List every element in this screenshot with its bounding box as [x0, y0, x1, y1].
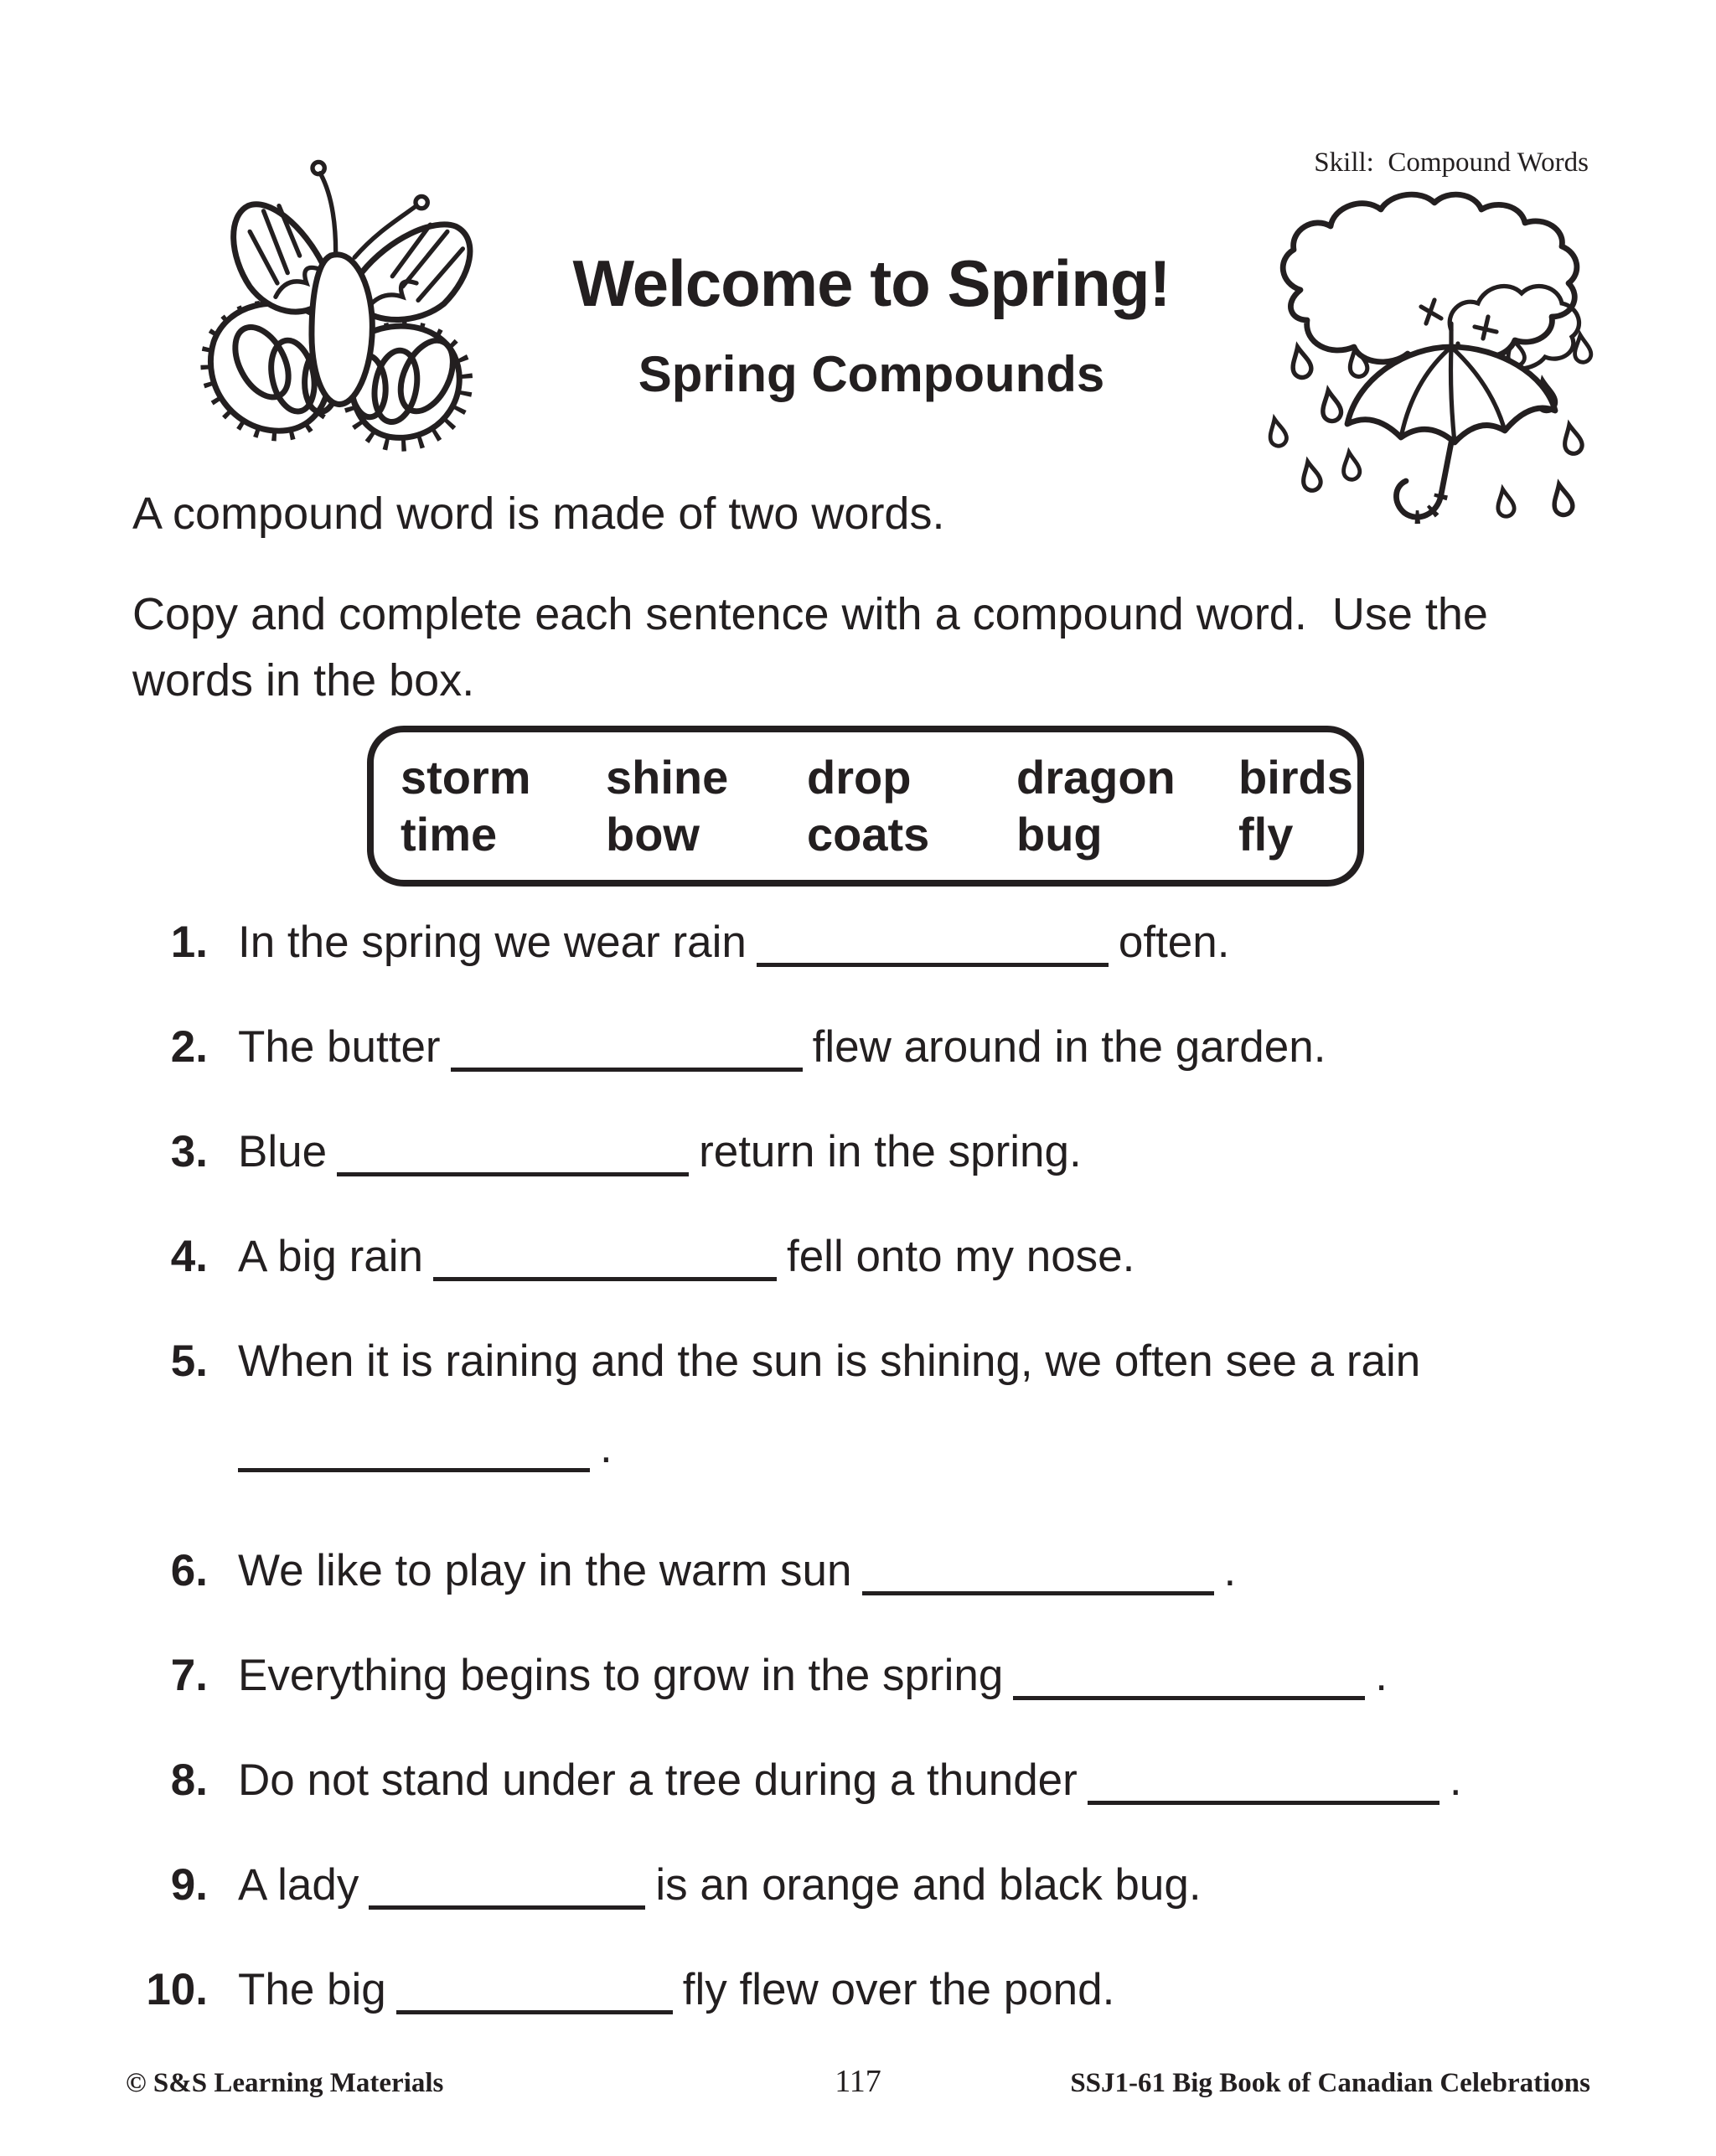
question-number: 9.: [170, 1860, 208, 1910]
question-row: [0, 1228, 1716, 1332]
word-bank-box: [367, 726, 1364, 887]
question-text: [238, 1647, 1388, 1705]
question-list: [0, 913, 1716, 2066]
word-bank-word: bug: [1016, 808, 1103, 861]
title-block: [369, 245, 1374, 403]
question-text: [238, 1751, 1462, 1810]
word-bank-word: storm: [401, 751, 531, 804]
answer-blank: [862, 1558, 1214, 1595]
answer-blank: [451, 1034, 803, 1072]
word-bank-word: bow: [606, 808, 700, 861]
question-text: [238, 1856, 1202, 1915]
question-row: [0, 1332, 1716, 1542]
question-number: 3.: [170, 1127, 208, 1176]
question-segment: A big rain: [238, 1232, 423, 1281]
answer-blank: [396, 1977, 673, 2014]
word-bank-row: [401, 749, 1357, 806]
page-number: 117: [835, 2064, 881, 2099]
question-number: 6.: [170, 1546, 208, 1595]
question-number: 4.: [170, 1232, 208, 1281]
question-text: [238, 1228, 1135, 1286]
question-segment: In the spring we wear rain: [238, 918, 747, 967]
question-segment: .: [1449, 1755, 1462, 1805]
question-text: [238, 1542, 1236, 1600]
question-segment: Blue: [238, 1127, 328, 1176]
question-number: 10.: [146, 1965, 208, 2014]
question-segment: We like to play in the warm sun: [238, 1546, 852, 1595]
answer-blank: [369, 1872, 645, 1910]
question-text: [238, 913, 1229, 972]
page-subtitle: Spring Compounds: [638, 346, 1105, 402]
word-bank-word: fly: [1238, 808, 1294, 861]
text-line: Copy and complete each sentence with a compound word. Use the: [132, 589, 1488, 639]
question-segment: When it is raining and the sun is shining, we often see a rain: [238, 1337, 1421, 1386]
page-title: Welcome to Spring!: [572, 246, 1171, 320]
question-segment: A lady: [238, 1860, 359, 1910]
page-footer: [126, 2063, 1590, 2100]
question-number: 1.: [170, 918, 208, 967]
question-segment: The butter: [238, 1022, 441, 1072]
question-row: [0, 1018, 1716, 1123]
question-row: [0, 1961, 1716, 2066]
question-number: 7.: [170, 1651, 208, 1700]
question-segment: Everything begins to grow in the spring: [238, 1651, 1004, 1700]
word-bank-word: coats: [807, 808, 930, 861]
question-segment: The big: [238, 1965, 386, 2014]
question-number: 2.: [170, 1022, 208, 1072]
question-text: [238, 1123, 1082, 1181]
answer-blank: [1088, 1767, 1439, 1805]
word-bank-word: dragon: [1016, 751, 1176, 804]
text-line: words in the box.: [132, 655, 475, 706]
question-number: 5.: [170, 1337, 208, 1386]
question-number: 8.: [170, 1755, 208, 1805]
answer-blank: [433, 1243, 777, 1281]
question-row: [0, 1542, 1716, 1647]
question-text: [238, 1332, 1420, 1477]
instruction-line-1: A compound word is made of two words.: [132, 489, 945, 539]
question-segment: .: [1223, 1546, 1237, 1595]
answer-blank: [238, 1435, 590, 1472]
question-text: [238, 1018, 1326, 1077]
skill-label: Skill: Compound Words: [1314, 147, 1589, 178]
footer-book-title: SSJ1-61 Big Book of Canadian Celebrations: [1070, 2068, 1590, 2098]
word-bank-word: shine: [606, 751, 729, 804]
word-bank-word: time: [401, 808, 498, 861]
question-row: [0, 1647, 1716, 1751]
question-segment: return in the spring.: [699, 1127, 1082, 1176]
rain-cloud-umbrella-illustration: [1250, 186, 1636, 542]
question-segment: is an orange and black bug.: [655, 1860, 1202, 1910]
word-bank-row: [401, 806, 1357, 863]
question-segment: flew around in the garden.: [812, 1022, 1326, 1072]
question-text: [238, 1961, 1114, 2019]
question-segment: .: [1375, 1651, 1388, 1700]
question-segment: often.: [1118, 918, 1230, 967]
question-row: [0, 1123, 1716, 1228]
footer-copyright: © S&S Learning Materials: [126, 2068, 444, 2098]
word-bank-word: birds: [1238, 751, 1353, 804]
question-row: [0, 913, 1716, 1018]
instruction-line-2: [132, 582, 1488, 714]
word-bank-word: drop: [807, 751, 912, 804]
question-row: [0, 1751, 1716, 1856]
question-segment: .: [600, 1423, 612, 1472]
question-segment: fell onto my nose.: [786, 1232, 1135, 1281]
question-row: [0, 1856, 1716, 1961]
question-segment: fly flew over the pond.: [682, 1965, 1115, 2014]
answer-blank: [337, 1139, 689, 1176]
question-segment: Do not stand under a tree during a thunder: [238, 1755, 1078, 1805]
answer-blank: [757, 929, 1109, 967]
answer-blank: [1013, 1662, 1365, 1700]
